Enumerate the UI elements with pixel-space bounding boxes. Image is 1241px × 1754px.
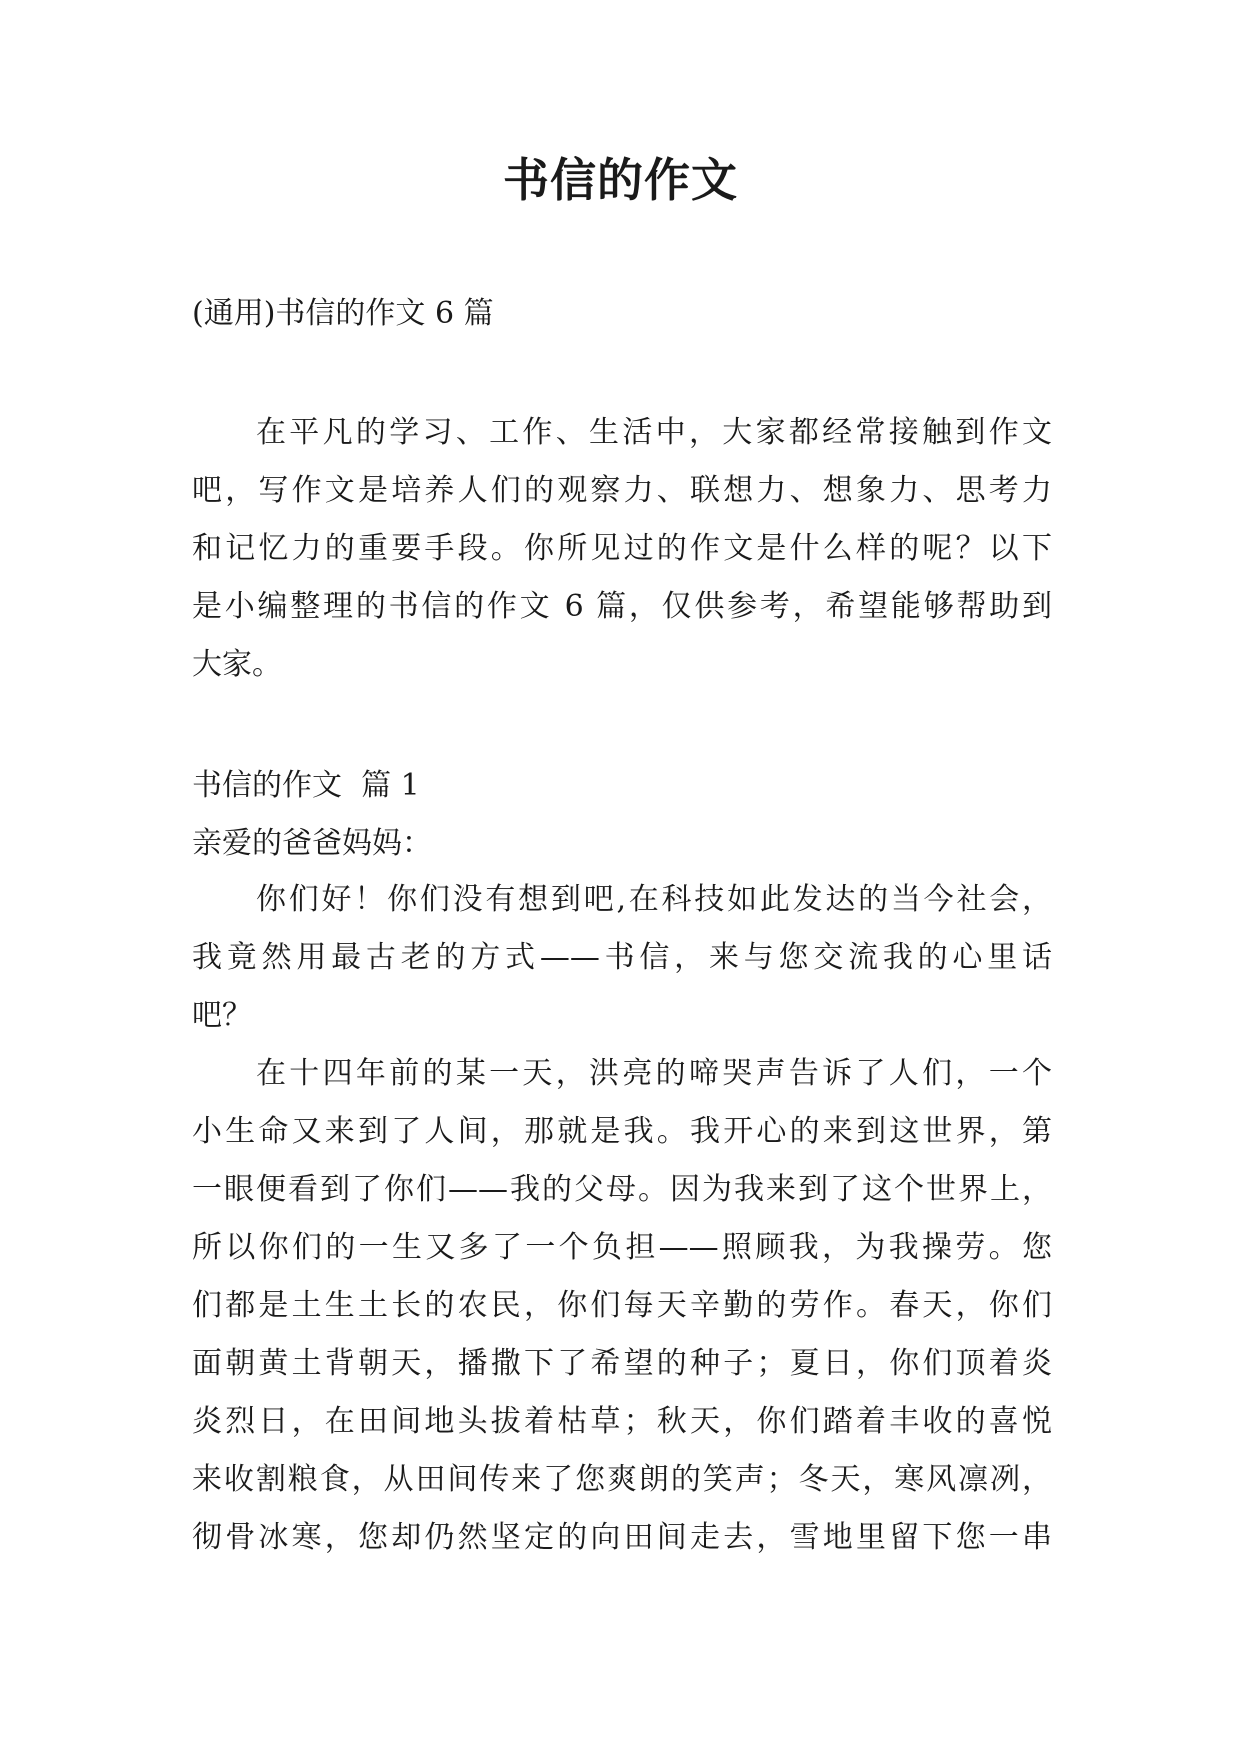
text-line: 大家。 bbox=[192, 647, 282, 682]
text-line: 在平凡的学习、工作、生活中，大家都经常接触到作文 bbox=[256, 415, 1052, 450]
document-subtitle: (通用)书信的作文 6 篇 bbox=[192, 296, 494, 331]
text-line: 们都是土生土长的农民，你们每天辛勤的劳作。春天，你们 bbox=[192, 1288, 1052, 1323]
text-line: 是小编整理的书信的作文 6 篇，仅供参考，希望能够帮助到 bbox=[192, 589, 1052, 624]
text-line: 我竟然用最古老的方式——书信，来与您交流我的心里话 bbox=[192, 940, 1052, 975]
text-line: 彻骨冰寒，您却仍然坚定的向田间走去，雪地里留下您一串 bbox=[192, 1520, 1052, 1555]
letter-greeting: 亲爱的爸爸妈妈： bbox=[192, 826, 432, 861]
text-line: 一眼便看到了你们——我的父母。因为我来到了这个世界上， bbox=[192, 1172, 1052, 1207]
section-heading: 书信的作文 篇 1 bbox=[192, 768, 420, 803]
text-line: 在十四年前的某一天，洪亮的啼哭声告诉了人们，一个 bbox=[256, 1056, 1052, 1091]
text-line: 你们好！你们没有想到吧,在科技如此发达的当今社会， bbox=[256, 882, 1052, 917]
document-title: 书信的作文 bbox=[503, 153, 738, 207]
text-line: 吧？ bbox=[192, 998, 252, 1033]
letter-paragraph-1 bbox=[192, 871, 1052, 1045]
text-line: 和记忆力的重要手段。你所见过的作文是什么样的呢？以下 bbox=[192, 531, 1052, 566]
letter-paragraph-2 bbox=[192, 1045, 1052, 1567]
text-line: 小生命又来到了人间，那就是我。我开心的来到这世界，第 bbox=[192, 1114, 1052, 1149]
intro-paragraph bbox=[192, 404, 1052, 694]
text-line: 来收割粮食，从田间传来了您爽朗的笑声；冬天，寒风凛冽， bbox=[192, 1462, 1052, 1497]
text-line: 炎烈日，在田间地头拔着枯草；秋天，你们踏着丰收的喜悦 bbox=[192, 1404, 1052, 1439]
text-line: 所以你们的一生又多了一个负担——照顾我，为我操劳。您 bbox=[192, 1230, 1052, 1265]
text-line: 吧，写作文是培养人们的观察力、联想力、想象力、思考力 bbox=[192, 473, 1052, 508]
text-line: 面朝黄土背朝天，播撒下了希望的种子；夏日，你们顶着炎 bbox=[192, 1346, 1052, 1381]
